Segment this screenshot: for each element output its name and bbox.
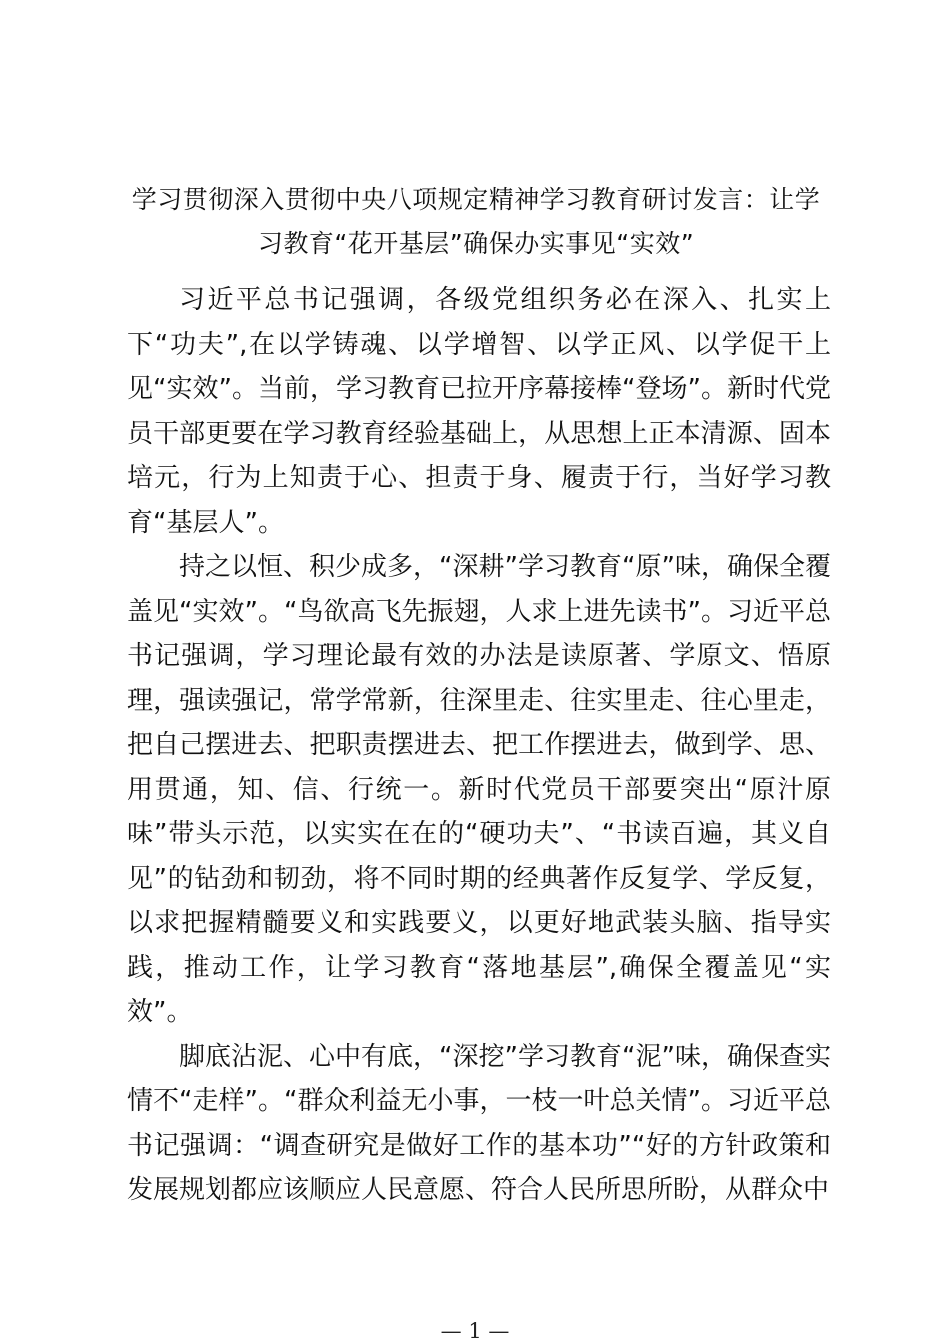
paragraph-2: 持之以恒、积少成多，“深耕”学习教育“原”味，确保全覆盖见“实效”。“鸟欲高飞先振翅，人求上进先读书”。习近平总书记强调，学习理论最有效的办法是读原著、学原文、悟原理，强读强记，常学常新，往深里走、往实里走、往心里走，把自己摆进去、把职责摆进去、把工作摆进去，做到学、思、用贯通，知、信、行统一。新时代党员干部要突出“原汁原味”带头示范，以实实在在的“硬功夫”、“书读百遍，其义自见”的钻劲和韧劲，将不同时期的经典著作反复学、学反复，以求把握精髓要义和实践要义，以更好地武装头脑、指导实践，推动工作，让学习教育“落地基层”,确保全覆盖见“实效”。 (127, 552, 831, 1027)
page-number: — 1 — (440, 1319, 510, 1343)
paragraph-1: 习近平总书记强调，各级党组织务必在深入、扎实上下“功夫”,在以学铸魂、以学增智、以学正风、以学促干上见“实效”。当前，学习教育已拉开序幕接棒“登场”。新时代党员干部更要在学习教育经验基础上，从思想上正本清源、固本培元，行为上知责于心、担责于身、履责于行，当好学习教育“基层人”。 (127, 285, 831, 538)
document-body (127, 278, 831, 1213)
paragraph-3: 脚底沾泥、心中有底，“深挖”学习教育“泥”味，确保查实情不“走样”。“群众利益无小事，一枝一叶总关情”。习近平总书记强调：“调查研究是做好工作的基本功”“好的方针政策和发展规划都应该顺应人民意愿、符合人民所思所盼，从群众中 (127, 1041, 831, 1205)
document-title: 学习贯彻深入贯彻中央八项规定精神学习教育研讨发言：让学习教育“花开基层”确保办实事见“实效” (131, 185, 821, 258)
